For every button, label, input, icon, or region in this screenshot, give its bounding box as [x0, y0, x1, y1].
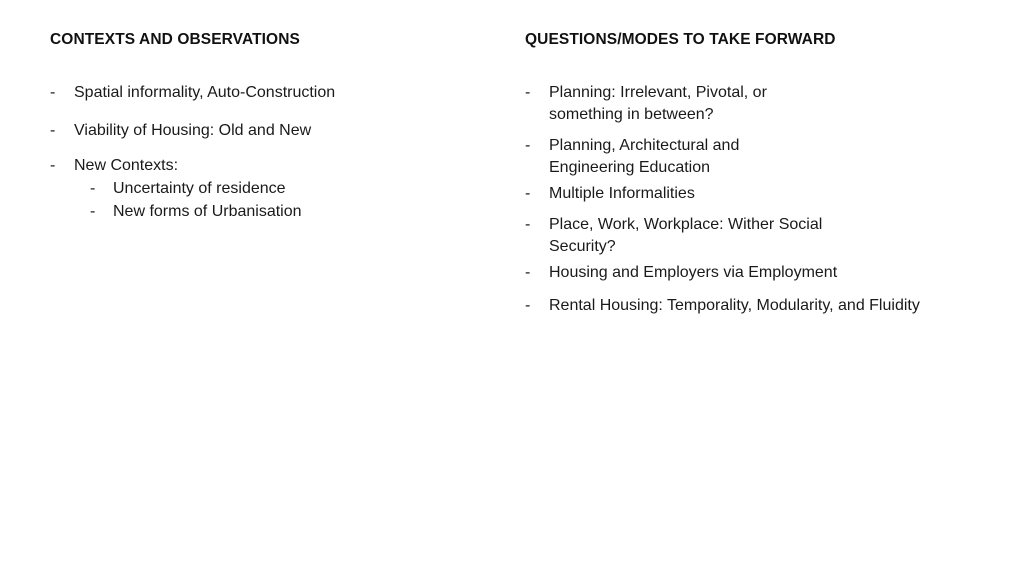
- list-item: [50, 82, 490, 104]
- questions-heading: QUESTIONS/MODES TO TAKE FORWARD: [525, 31, 836, 48]
- contexts-list: [50, 82, 490, 223]
- bullet-dash: -: [90, 180, 96, 197]
- list-item: [525, 183, 995, 205]
- contexts-heading: CONTEXTS AND OBSERVATIONS: [50, 31, 300, 48]
- list-item: [50, 155, 490, 223]
- list-item-line: Housing and Employers via Employment: [549, 264, 838, 281]
- list-item-line: Engineering Education: [549, 159, 711, 176]
- bullet-dash: -: [525, 264, 531, 281]
- sub-list-item-text: New forms of Urbanisation: [113, 203, 302, 220]
- bullet-dash: -: [525, 216, 531, 233]
- list-item-line: Planning: Irrelevant, Pivotal, or: [549, 84, 767, 101]
- sub-list-item: [90, 200, 490, 223]
- bullet-dash: -: [525, 185, 531, 202]
- bullet-dash: -: [525, 297, 531, 314]
- list-item: [525, 135, 995, 179]
- list-item-line: Planning, Architectural and: [549, 137, 740, 154]
- questions-list: [525, 82, 995, 317]
- questions-column: [525, 30, 995, 317]
- contexts-column: [50, 30, 490, 223]
- bullet-dash: -: [525, 84, 531, 101]
- list-item: [525, 295, 995, 317]
- sub-list-item-text: Uncertainty of residence: [113, 180, 286, 197]
- sub-list-item: [90, 177, 490, 200]
- list-item: [525, 82, 995, 126]
- list-item-line: something in between?: [549, 106, 714, 123]
- bullet-dash: -: [90, 203, 96, 220]
- list-item-text: Spatial informality, Auto-Construction: [74, 84, 336, 101]
- list-item: [525, 262, 995, 284]
- list-item-line: Rental Housing: Temporality, Modularity, and Fluidity: [549, 297, 920, 314]
- list-item-line: Place, Work, Workplace: Wither Social: [549, 216, 823, 233]
- bullet-dash: -: [525, 137, 531, 154]
- list-item-text: New Contexts:: [74, 157, 179, 174]
- bullet-dash: -: [50, 84, 56, 101]
- list-item-line: Multiple Informalities: [549, 185, 695, 202]
- sub-list: [74, 177, 490, 223]
- list-item-text: Viability of Housing: Old and New: [74, 122, 312, 139]
- bullet-dash: -: [50, 122, 56, 139]
- list-item: [525, 214, 995, 258]
- list-item: [50, 120, 490, 142]
- bullet-dash: -: [50, 157, 56, 174]
- list-item-line: Security?: [549, 238, 616, 255]
